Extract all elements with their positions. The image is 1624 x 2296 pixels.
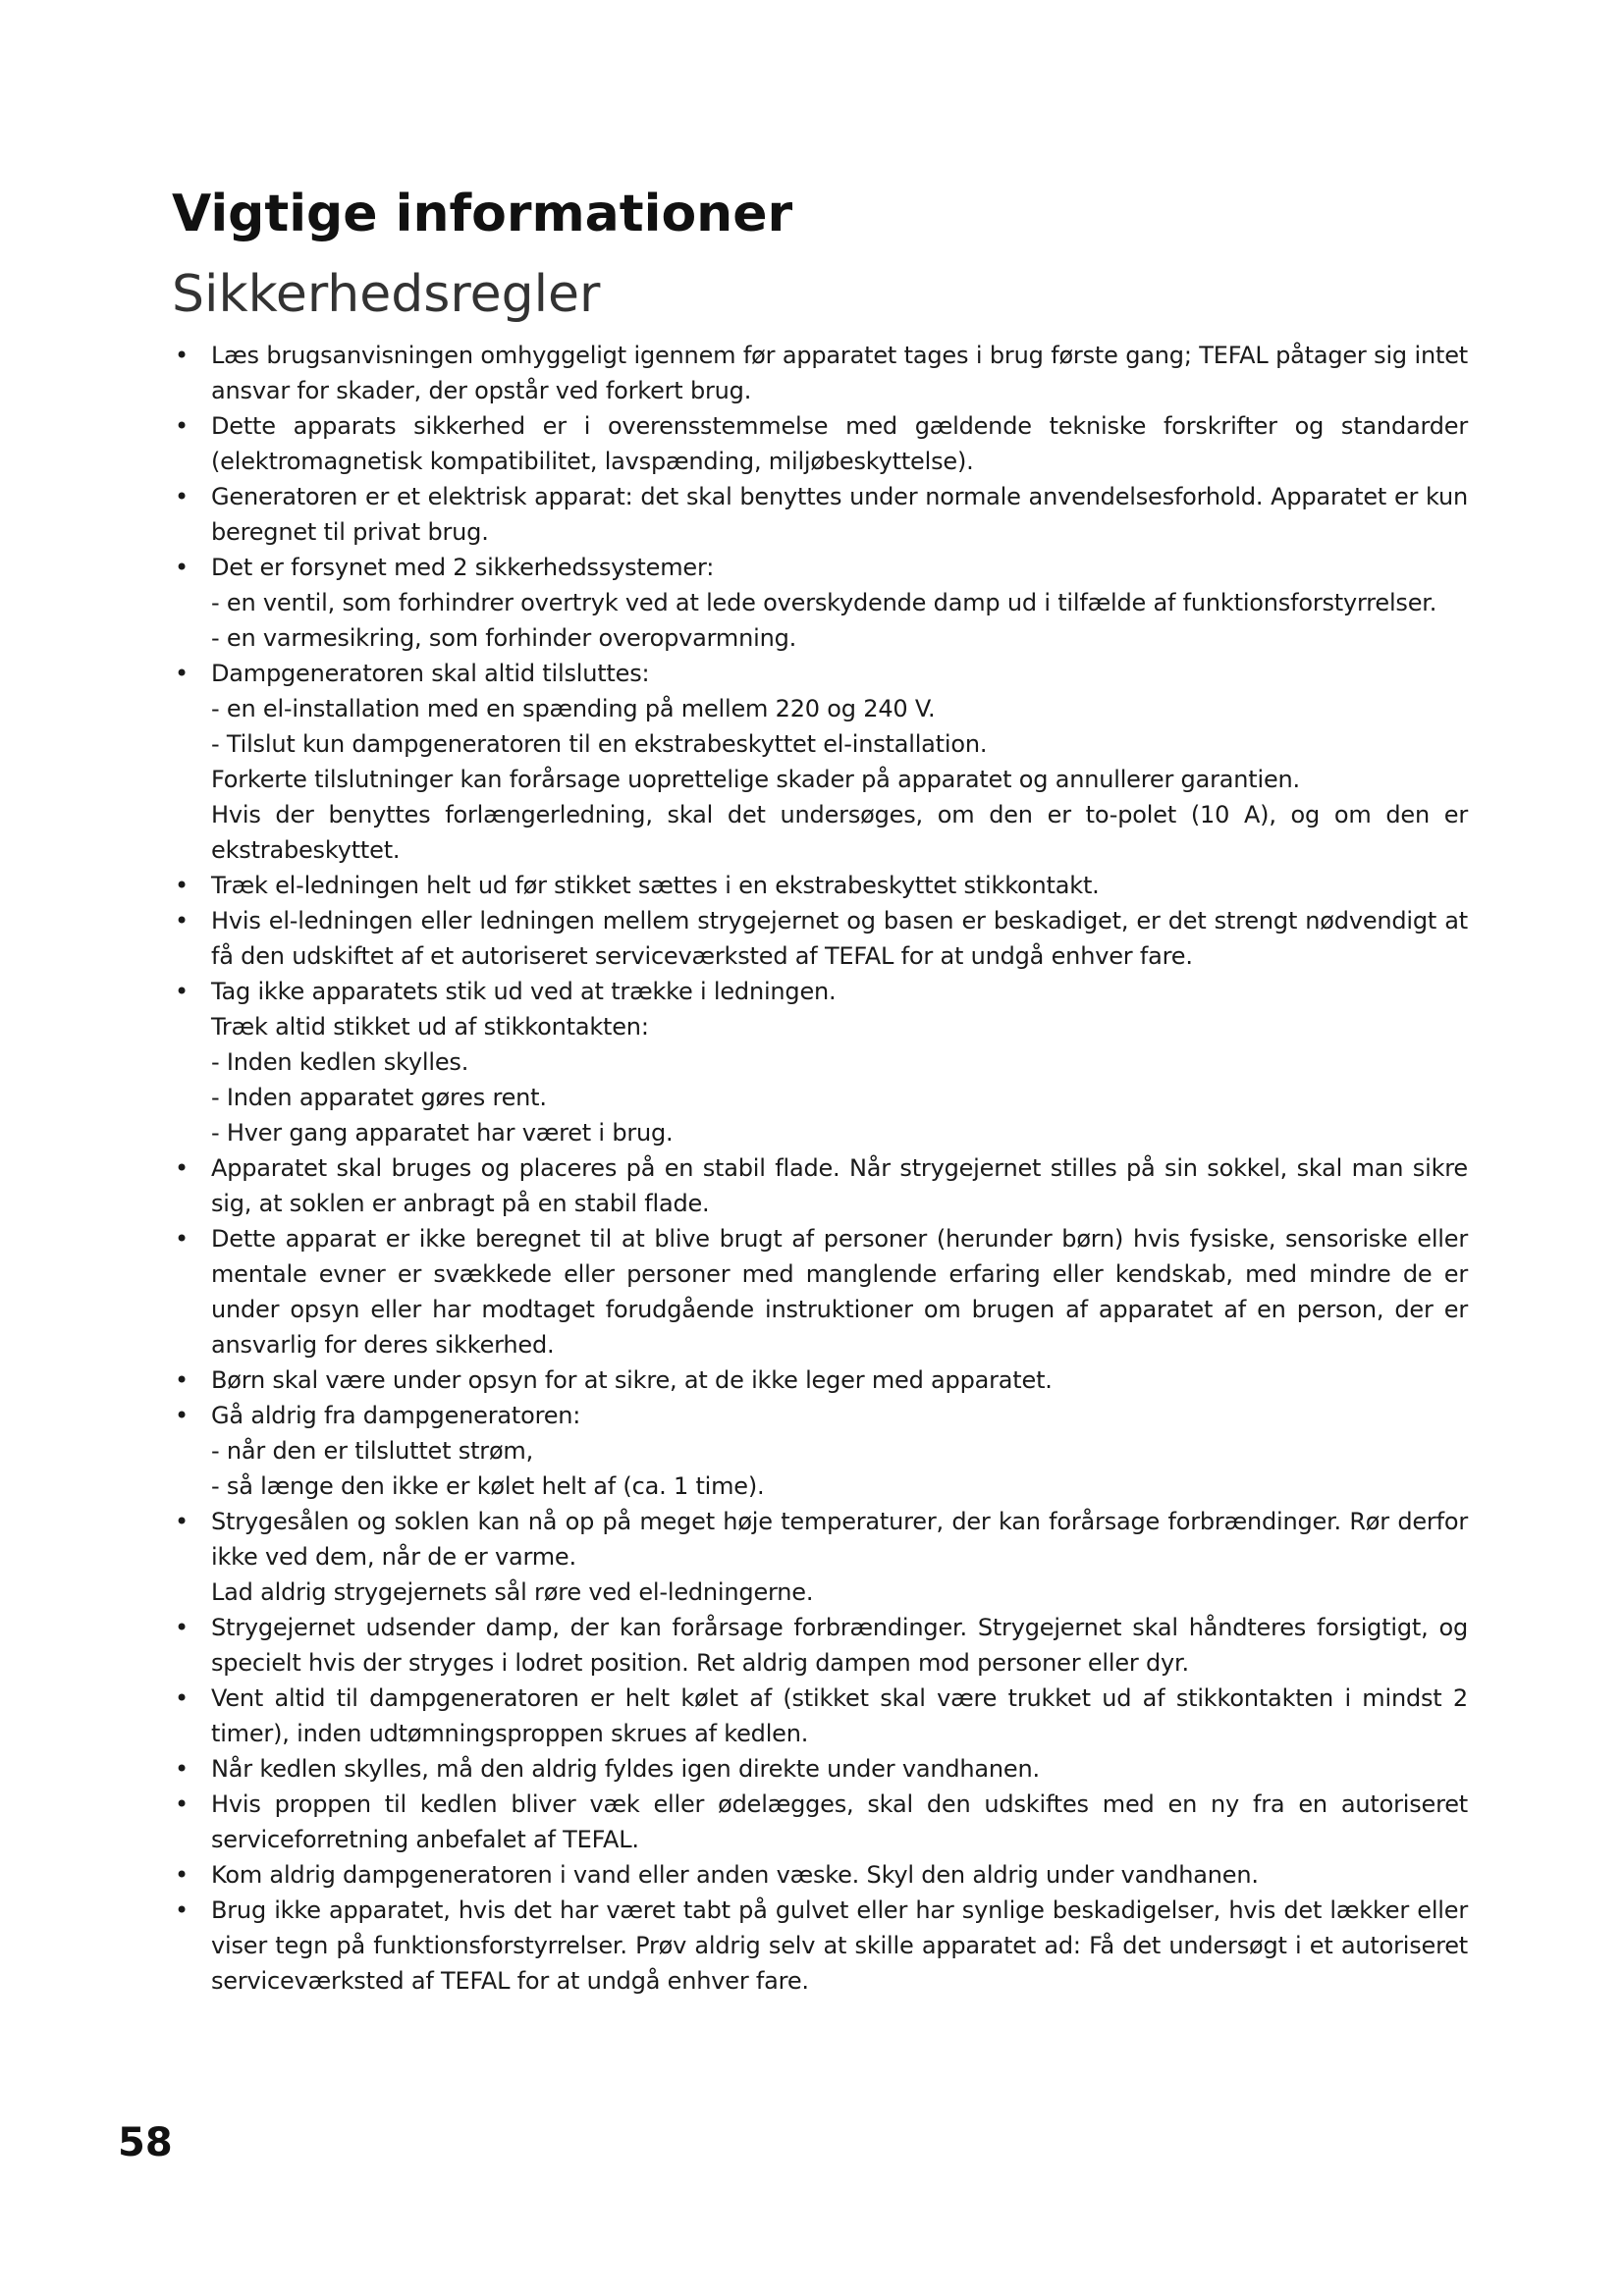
safety-rule-subline: - når den er tilsluttet strøm, bbox=[211, 1437, 534, 1465]
safety-rule bbox=[172, 868, 1468, 903]
safety-rule bbox=[172, 1150, 1468, 1221]
bullet-icon: • bbox=[175, 412, 189, 440]
safety-rule bbox=[172, 550, 1468, 656]
safety-rule-subline: - så længe den ikke er kølet helt af (ca. 1 time). bbox=[211, 1472, 765, 1500]
bullet-icon: • bbox=[175, 1684, 189, 1712]
safety-rule bbox=[172, 1751, 1468, 1787]
safety-rule-text: Træk el-ledningen helt ud før stikket sættes i en ekstrabeskyttet stikkontakt. bbox=[211, 872, 1100, 899]
safety-rule-subline: - Hver gang apparatet har været i brug. bbox=[211, 1119, 674, 1147]
safety-rule-text: Gå aldrig fra dampgeneratoren: bbox=[211, 1402, 581, 1429]
bullet-icon: • bbox=[175, 907, 189, 934]
bullet-icon: • bbox=[175, 978, 189, 1005]
safety-rule-text: Dette apparat er ikke beregnet til at blive brugt af personer (herunder børn) hvis fysiske, sensoriske eller mentale evner er svækkede eller personer med manglende erfaring eller kendskab, med mindre de er under opsyn eller har modtaget forudgående instruktioner om brugen af apparatet af en person, der er ansvarlig for deres sikkerhed. bbox=[211, 1225, 1468, 1359]
safety-rule-text: Vent altid til dampgeneratoren er helt kølet af (stikket skal være trukket ud af stikkontakten i mindst 2 timer), inden udtømningsproppen skrues af kedlen. bbox=[211, 1684, 1468, 1747]
safety-rule bbox=[172, 656, 1468, 868]
bullet-icon: • bbox=[175, 872, 189, 899]
safety-rule-text: Hvis proppen til kedlen bliver væk eller ødelægges, skal den udskiftes med en ny fra en autoriseret serviceforretning anbefalet af TEFAL. bbox=[211, 1790, 1468, 1853]
bullet-icon: • bbox=[175, 342, 189, 369]
safety-rule bbox=[172, 1362, 1468, 1398]
safety-rule bbox=[172, 1857, 1468, 1893]
safety-rule-text: Strygesålen og soklen kan nå op på meget høje temperaturer, der kan forårsage forbrændinger. Rør derfor ikke ved dem, når de er varme. bbox=[211, 1508, 1468, 1571]
safety-rule-text: Hvis el-ledningen eller ledningen mellem strygejernet og basen er beskadiget, er det strengt nødvendigt at få den udskiftet af et autoriseret serviceværksted af TEFAL for at undgå enhver fare. bbox=[211, 907, 1468, 970]
safety-rule-subline: - en el-installation med en spænding på mellem 220 og 240 V. bbox=[211, 695, 936, 722]
safety-rule-text: Generatoren er et elektrisk apparat: det skal benyttes under normale anvendelsesforhold. Apparatet er kun beregnet til privat brug. bbox=[211, 483, 1468, 546]
safety-rule-text: Brug ikke apparatet, hvis det har været tabt på gulvet eller har synlige beskadigelser, hvis det lækker eller viser tegn på funktionsforstyrrelser. Prøv aldrig selv at skille apparatet ad: Få det undersøgt i et autoriseret serviceværksted af TEFAL for at undgå enhver fare. bbox=[211, 1896, 1468, 1995]
safety-rule bbox=[172, 338, 1468, 408]
page-number: 58 bbox=[118, 2120, 173, 2165]
bullet-icon: • bbox=[175, 1402, 189, 1429]
safety-rule-subline: - en ventil, som forhindrer overtryk ved at lede overskydende damp ud i tilfælde af funktionsforstyrrelser. bbox=[211, 589, 1437, 616]
safety-rule-text: Dette apparats sikkerhed er i overensstemmelse med gældende tekniske forskrifter og standarder (elektromagnetisk kompatibilitet, lavspænding, miljøbeskyttelse). bbox=[211, 412, 1468, 475]
safety-rule-subline: - Inden kedlen skylles. bbox=[211, 1048, 469, 1076]
safety-rule-text: Dampgeneratoren skal altid tilsluttes: bbox=[211, 660, 650, 687]
safety-rule-subline: Lad aldrig strygejernets sål røre ved el-ledningerne. bbox=[211, 1578, 814, 1606]
safety-rule-subline: Forkerte tilslutninger kan forårsage uoprettelige skader på apparatet og annullerer garantien. bbox=[211, 766, 1300, 793]
bullet-icon: • bbox=[175, 1790, 189, 1818]
safety-rule bbox=[172, 479, 1468, 550]
safety-rule-subline: Træk altid stikket ud af stikkontakten: bbox=[211, 1013, 649, 1041]
safety-rule-text: Børn skal være under opsyn for at sikre, at de ikke leger med apparatet. bbox=[211, 1366, 1053, 1394]
bullet-icon: • bbox=[175, 1896, 189, 1924]
bullet-icon: • bbox=[175, 1154, 189, 1182]
safety-rule-text: Når kedlen skylles, må den aldrig fyldes igen direkte under vandhanen. bbox=[211, 1755, 1040, 1783]
safety-rule bbox=[172, 1610, 1468, 1681]
safety-rule-text: Kom aldrig dampgeneratoren i vand eller anden væske. Skyl den aldrig under vandhanen. bbox=[211, 1861, 1259, 1889]
bullet-icon: • bbox=[175, 1755, 189, 1783]
bullet-icon: • bbox=[175, 483, 189, 510]
bullet-icon: • bbox=[175, 1614, 189, 1641]
safety-rule bbox=[172, 408, 1468, 479]
safety-rule-text: Tag ikke apparatets stik ud ved at trække i ledningen. bbox=[211, 978, 837, 1005]
page-title: Vigtige informationer bbox=[172, 185, 793, 243]
safety-rule bbox=[172, 1681, 1468, 1751]
safety-rule-text: Strygejernet udsender damp, der kan forårsage forbrændinger. Strygejernet skal håndteres forsigtigt, og specielt hvis der stryges i lodret position. Ret aldrig dampen mod personer eller dyr. bbox=[211, 1614, 1468, 1677]
safety-rule bbox=[172, 1504, 1468, 1610]
safety-rule-subline: - en varmesikring, som forhinder overopvarmning. bbox=[211, 624, 797, 652]
safety-rule-subline: Hvis der benyttes forlængerledning, skal det undersøges, om den er to-polet (10 A), og om den er ekstrabeskyttet. bbox=[211, 801, 1468, 864]
safety-rule-text: Læs brugsanvisningen omhyggeligt igennem før apparatet tages i brug første gang; TEFAL påtager sig intet ansvar for skader, der opstår ved forkert brug. bbox=[211, 342, 1468, 404]
safety-rule bbox=[172, 903, 1468, 974]
bullet-icon: • bbox=[175, 1861, 189, 1889]
safety-rule bbox=[172, 1893, 1468, 1999]
bullet-icon: • bbox=[175, 660, 189, 687]
safety-rule bbox=[172, 974, 1468, 1150]
bullet-icon: • bbox=[175, 1366, 189, 1394]
section-title: Sikkerhedsregler bbox=[172, 265, 601, 324]
safety-rule bbox=[172, 1221, 1468, 1362]
bullet-icon: • bbox=[175, 1225, 189, 1253]
safety-rule-text: Det er forsynet med 2 sikkerhedssystemer: bbox=[211, 554, 715, 581]
safety-rule bbox=[172, 1787, 1468, 1857]
safety-rules-list bbox=[172, 338, 1468, 1999]
safety-rule-text: Apparatet skal bruges og placeres på en stabil flade. Når strygejernet stilles på sin sokkel, skal man sikre sig, at soklen er anbragt på en stabil flade. bbox=[211, 1154, 1468, 1217]
bullet-icon: • bbox=[175, 1508, 189, 1535]
safety-rule bbox=[172, 1398, 1468, 1504]
safety-rule-subline: - Inden apparatet gøres rent. bbox=[211, 1084, 547, 1111]
bullet-icon: • bbox=[175, 554, 189, 581]
safety-rule-subline: - Tilslut kun dampgeneratoren til en ekstrabeskyttet el-installation. bbox=[211, 730, 988, 758]
